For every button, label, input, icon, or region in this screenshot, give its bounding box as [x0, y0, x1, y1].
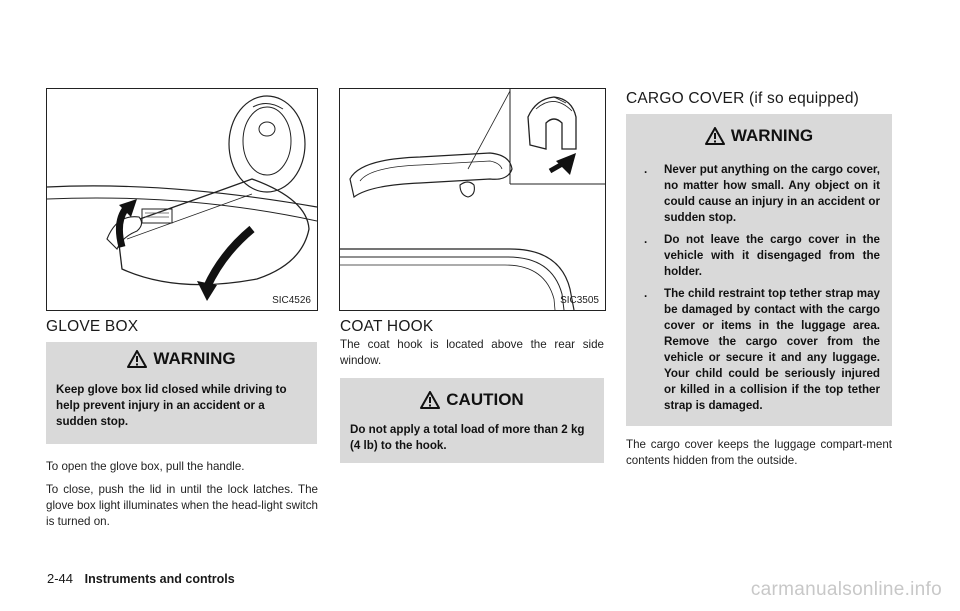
cargo-cover-para-1: The cargo cover keeps the luggage compart-ment contents hidden from the outside. — [626, 438, 892, 467]
list-item-text: Do not leave the cargo cover in the vehicle with it disengaged from the holder. — [664, 233, 880, 278]
warning-list — [626, 158, 892, 430]
page-footer — [47, 571, 235, 586]
coat-hook-para-1: The coat hook is located above the rear side window. — [340, 338, 604, 367]
warning-box-glove — [46, 342, 317, 444]
warning-label: WARNING — [153, 349, 236, 368]
chapter-title: Instruments and controls — [84, 572, 235, 586]
glove-box-para-2: To close, push the lid in until the lock latches. The glove box light illuminates when the head-light switch is turned on. — [46, 483, 318, 528]
caution-header — [340, 378, 604, 422]
watermark: carmanualsonline.info — [750, 579, 942, 600]
caution-label: CAUTION — [446, 390, 524, 409]
warning-triangle-icon — [705, 127, 725, 145]
figure-code: SIC4526 — [272, 295, 311, 306]
caution-box-coat-hook — [340, 378, 604, 463]
bullet-marker: . — [644, 233, 648, 246]
section-title-cargo-cover: CARGO COVER (if so equipped) — [626, 90, 860, 107]
warning-header — [626, 114, 892, 158]
warning-box-cargo — [626, 114, 892, 426]
caution-text: Do not apply a total load of more than 2 kg (4 lb) to the hook. — [350, 423, 585, 452]
glove-box-para-1: To open the glove box, pull the handle. — [46, 460, 245, 473]
list-item-text: Never put anything on the cargo cover, no matter how small. Any object on it could cause an injury in an accident or sudden stop. — [664, 163, 880, 224]
coat-hook-figure — [339, 88, 606, 311]
coat-hook-illustration — [340, 89, 605, 310]
list-item — [638, 232, 880, 280]
warning-label: WARNING — [730, 126, 814, 145]
section-title-glove-box: GLOVE BOX — [46, 318, 139, 335]
warning-header — [46, 342, 317, 376]
warning-triangle-icon — [127, 350, 147, 368]
section-title-coat-hook: COAT HOOK — [340, 318, 434, 335]
list-item — [638, 286, 880, 414]
glove-box-figure — [46, 88, 318, 311]
glove-box-illustration — [47, 89, 317, 310]
bullet-marker: . — [644, 287, 648, 300]
warning-text: Keep glove box lid closed while driving to help prevent injury in an accident or a sudden stop. — [56, 383, 287, 428]
warning-triangle-icon — [420, 391, 440, 409]
figure-code: SIC3505 — [560, 295, 599, 306]
list-item — [638, 162, 880, 226]
page-number: 2-44 — [47, 571, 74, 586]
list-item-text: The child restraint top tether strap may be damaged by contact with the cargo cover or items in the luggage area. Remove the cargo cover from the vehicle or secure it and any luggage. Your child could be seriously injured or killed in a collision if the top tether strap is damaged. — [664, 287, 880, 412]
bullet-marker: . — [644, 163, 648, 176]
